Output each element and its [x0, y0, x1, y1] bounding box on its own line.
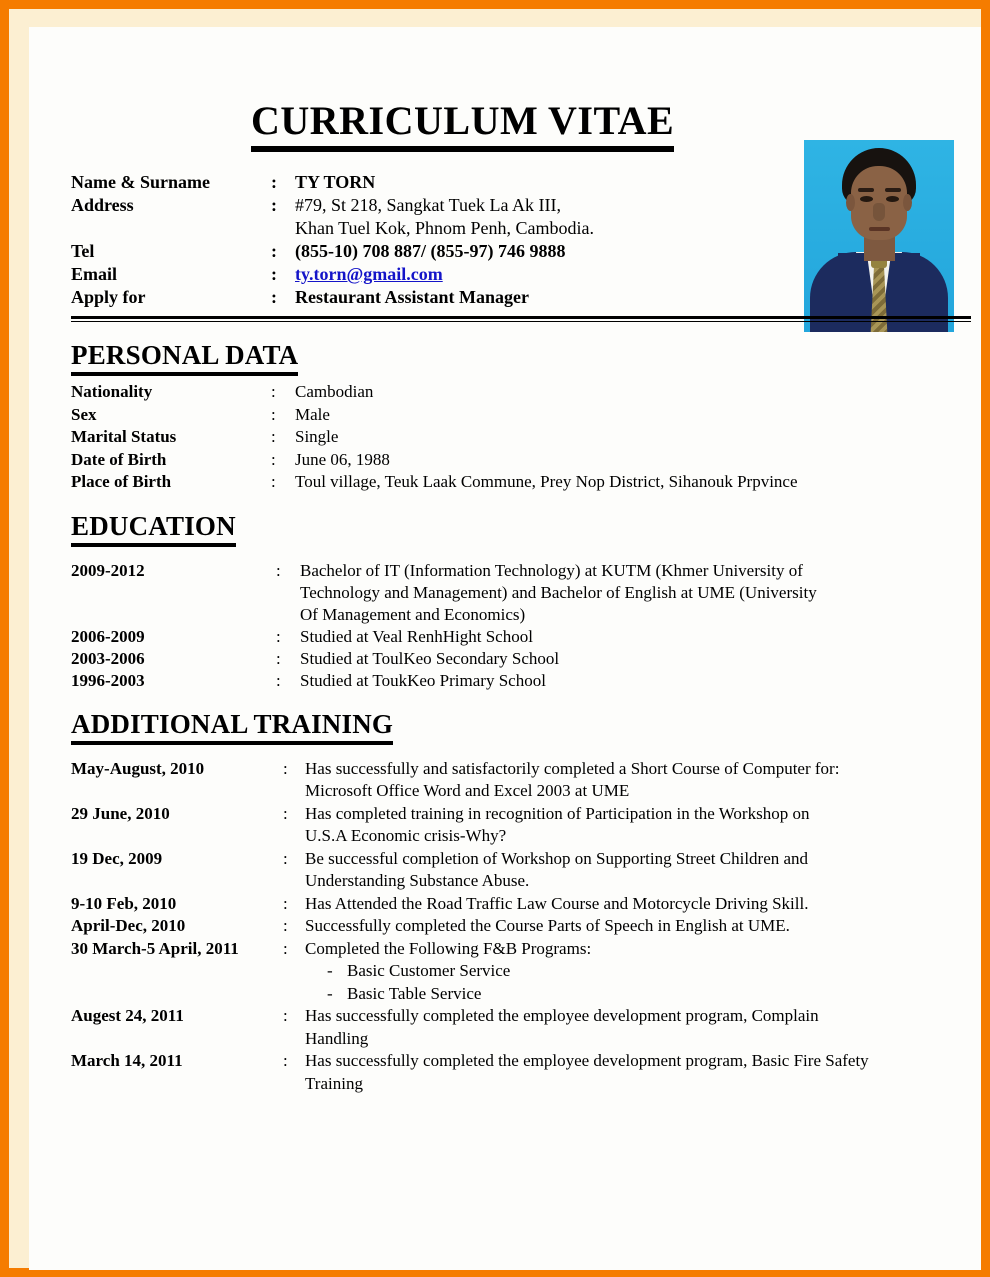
personal-value-sex: Male	[295, 404, 330, 424]
contact-value-name: TY TORN	[295, 172, 376, 192]
section-heading-additional-training: ADDITIONAL TRAINING	[71, 708, 393, 745]
indent-spacer	[71, 960, 305, 983]
education-value-0: Bachelor of IT (Information Technology) at KUTM (Khmer University of	[300, 560, 803, 580]
education-value-0-line2: Technology and Management) and Bachelor of English at UME (University	[300, 582, 817, 602]
table-row	[71, 1050, 971, 1073]
training-value-5: Completed the Following F&B Programs:	[305, 938, 592, 958]
education-value-0-line3-row	[71, 604, 971, 626]
row-colon: :	[283, 803, 288, 823]
row-colon: :	[283, 1006, 288, 1025]
photo-eye-left	[860, 196, 873, 202]
row-colon: :	[271, 404, 276, 424]
contact-colon: :	[271, 172, 277, 192]
training-value-1-line2-row	[71, 825, 971, 848]
personal-value-marital-status: Single	[295, 427, 339, 446]
section-education	[71, 510, 971, 692]
education-value-3: Studied at ToukKeo Primary School	[300, 670, 546, 690]
table-row	[71, 626, 971, 648]
education-rows	[71, 560, 971, 692]
personal-label-sex: Sex	[71, 404, 97, 424]
training-value-2-line2: Understanding Substance Abuse.	[305, 871, 530, 890]
contact-value-tel: (855-10) 708 887/ (855-97) 746 9888	[295, 241, 566, 261]
training-value-6-line2-row	[71, 1028, 971, 1051]
training-value-1: Has completed training in recognition of Participation in the Workshop on	[305, 803, 810, 823]
table-row	[71, 758, 971, 781]
contact-row-email	[71, 263, 771, 286]
personal-data-rows	[71, 381, 971, 494]
list-item	[71, 983, 971, 1006]
table-row	[71, 1005, 971, 1028]
training-period-1: 29 June, 2010	[71, 803, 170, 823]
row-colon: :	[283, 758, 288, 778]
training-bullet-0: Basic Customer Service	[347, 961, 511, 980]
contact-label-name: Name & Surname	[71, 172, 210, 192]
education-period-3: 1996-2003	[71, 670, 145, 690]
header-divider-thick	[71, 316, 971, 319]
training-period-2: 19 Dec, 2009	[71, 848, 163, 868]
table-row	[71, 560, 971, 582]
row-colon: :	[276, 648, 281, 668]
training-value-7: Has successfully completed the employee development program, Basic Fire Safety	[305, 1051, 869, 1070]
personal-label-nationality: Nationality	[71, 382, 153, 401]
training-value-2: Be successful completion of Workshop on Supporting Street Children and	[305, 848, 809, 868]
cv-document-sheet	[29, 27, 981, 1270]
table-row	[71, 381, 971, 404]
contact-row-name	[71, 171, 771, 194]
section-personal-data	[71, 339, 971, 494]
email-link[interactable]: ty.torn@gmail.com	[295, 264, 443, 284]
indent-spacer	[71, 604, 300, 626]
contact-label-address: Address	[71, 195, 134, 215]
row-colon: :	[283, 848, 288, 868]
row-colon: :	[276, 670, 281, 690]
training-value-4: Successfully completed the Course Parts of Speech in English at UME.	[305, 916, 790, 935]
row-colon: :	[283, 916, 288, 935]
table-row	[71, 449, 971, 472]
training-period-7: March 14, 2011	[71, 1051, 183, 1070]
personal-value-nationality: Cambodian	[295, 382, 374, 401]
section-additional-training	[71, 708, 971, 1096]
contact-row-address	[71, 194, 771, 217]
contact-label-apply-for: Apply for	[71, 287, 146, 307]
education-value-0-line2-row	[71, 582, 971, 604]
contact-value-apply-for: Restaurant Assistant Manager	[295, 287, 529, 307]
table-row	[71, 938, 971, 961]
indent-spacer	[71, 983, 305, 1006]
table-row	[71, 670, 971, 692]
contact-row-tel	[71, 240, 771, 263]
training-value-7-line2-row	[71, 1073, 971, 1096]
personal-label-place-of-birth: Place of Birth	[71, 472, 172, 491]
education-period-1: 2006-2009	[71, 626, 145, 646]
header-divider	[71, 316, 971, 323]
training-value-1-line2: U.S.A Economic crisis-Why?	[305, 826, 507, 845]
indent-spacer	[71, 870, 305, 893]
photo-ear-right	[903, 194, 912, 211]
cv-content	[71, 97, 971, 1095]
section-heading-personal-data: PERSONAL DATA	[71, 339, 298, 376]
row-colon: :	[271, 472, 276, 491]
row-colon: :	[271, 427, 276, 446]
personal-value-date-of-birth: June 06, 1988	[295, 449, 390, 469]
photo-nose	[873, 203, 885, 221]
training-value-0: Has successfully and satisfactorily completed a Short Course of Computer for:	[305, 758, 840, 778]
photo-eye-right	[886, 196, 899, 202]
indent-spacer	[71, 217, 295, 240]
row-colon: :	[271, 449, 276, 469]
table-row	[71, 471, 971, 494]
contact-colon: :	[271, 264, 277, 284]
row-colon: :	[276, 560, 281, 580]
bullet-dash-icon: -	[327, 983, 333, 1003]
bullet-dash-icon: -	[327, 961, 333, 980]
training-period-0: May-August, 2010	[71, 758, 205, 778]
training-value-7-line2: Training	[305, 1073, 363, 1093]
contact-colon: :	[271, 195, 277, 215]
page-title: CURRICULUM VITAE	[251, 97, 674, 152]
row-colon: :	[283, 1051, 288, 1070]
personal-label-marital-status: Marital Status	[71, 427, 177, 446]
training-value-2-line2-row	[71, 870, 971, 893]
education-period-2: 2003-2006	[71, 648, 145, 668]
row-colon: :	[271, 382, 276, 401]
contact-value-address-line2: Khan Tuel Kok, Phnom Penh, Cambodia.	[295, 218, 595, 238]
training-period-6: Augest 24, 2011	[71, 1006, 184, 1025]
contact-label-email: Email	[71, 264, 118, 284]
personal-label-date-of-birth: Date of Birth	[71, 449, 167, 469]
training-value-6: Has successfully completed the employee development program, Complain	[305, 1006, 819, 1025]
indent-spacer	[71, 1073, 305, 1096]
contact-colon: :	[271, 241, 277, 261]
table-row	[71, 848, 971, 871]
page-frame-inner-band	[9, 9, 981, 1268]
photo-eyebrow-right	[885, 188, 901, 192]
table-row	[71, 915, 971, 938]
contact-label-tel: Tel	[71, 241, 95, 261]
indent-spacer	[71, 780, 305, 803]
contact-details-block	[71, 171, 771, 309]
education-value-1: Studied at Veal RenhHight School	[300, 626, 533, 646]
table-row	[71, 426, 971, 449]
personal-value-place-of-birth: Toul village, Teuk Laak Commune, Prey Nop District, Sihanouk Prpvince	[295, 472, 798, 491]
table-row	[71, 404, 971, 427]
section-heading-education: EDUCATION	[71, 510, 236, 547]
table-row	[71, 893, 971, 916]
training-period-3: 9-10 Feb, 2010	[71, 893, 177, 913]
applicant-photo	[804, 140, 954, 332]
contact-row-apply-for	[71, 286, 771, 309]
indent-spacer	[71, 582, 300, 604]
training-value-6-line2: Handling	[305, 1028, 369, 1048]
photo-eyebrow-left	[858, 188, 874, 192]
training-period-5: 30 March-5 April, 2011	[71, 938, 239, 958]
table-row	[71, 648, 971, 670]
training-bullet-1: Basic Table Service	[347, 983, 482, 1003]
education-value-2: Studied at ToulKeo Secondary School	[300, 648, 560, 668]
training-rows	[71, 758, 971, 1096]
row-colon: :	[283, 893, 288, 913]
list-item	[71, 960, 971, 983]
photo-mouth	[869, 227, 890, 231]
contact-value-address: #79, St 218, Sangkat Tuek La Ak III,	[295, 195, 562, 215]
row-colon: :	[276, 626, 281, 646]
education-value-0-line3: Of Management and Economics)	[300, 604, 526, 624]
table-row	[71, 803, 971, 826]
contact-row-address-line2	[71, 217, 771, 240]
photo-ear-left	[846, 194, 855, 211]
row-colon: :	[283, 938, 288, 958]
indent-spacer	[71, 825, 305, 848]
training-value-3: Has Attended the Road Traffic Law Course and Motorcycle Driving Skill.	[305, 893, 809, 913]
training-value-0-line2-row	[71, 780, 971, 803]
header-divider-thin	[71, 321, 971, 322]
indent-spacer	[71, 1028, 305, 1051]
training-period-4: April-Dec, 2010	[71, 916, 186, 935]
education-period-0: 2009-2012	[71, 560, 145, 580]
training-value-0-line2: Microsoft Office Word and Excel 2003 at UME	[305, 781, 630, 800]
contact-colon: :	[271, 287, 277, 307]
